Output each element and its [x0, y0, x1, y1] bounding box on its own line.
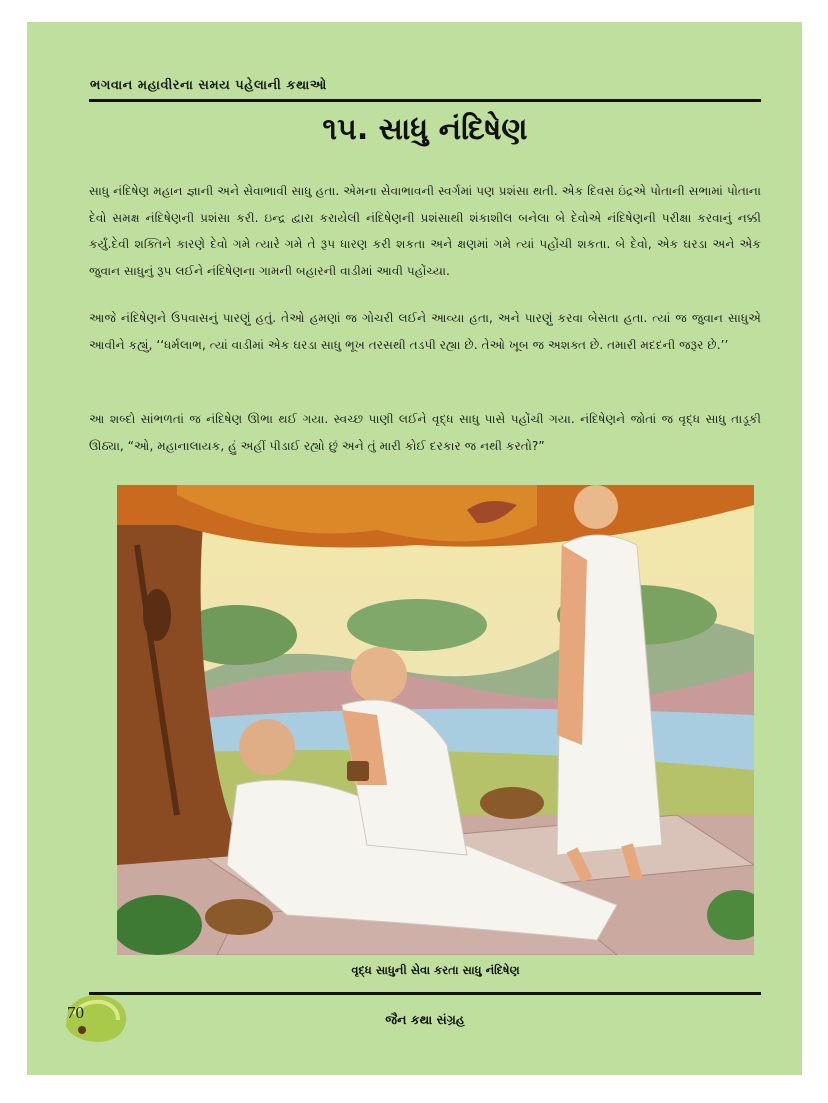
footer-rule	[89, 992, 761, 995]
illustration-caption: વૃદ્ધ સાધુની સેવા કરતા સાધુ નંદિષેણ	[351, 963, 520, 977]
book-title-footer: જૈન કથા સંગ્રહ	[385, 1012, 465, 1027]
header-rule	[89, 99, 761, 102]
paragraph-3: આ શબ્દો સાંભળતાં જ નંદિષેણ ઊભા થઈ ગયા. સ્વચ્છ પાણી લઈને વૃદ્ધ સાધુ પાસે પહોંચી ગયા. નંદિષેણને જોતાં જ વૃદ્ધ સાધુ તાડૂકી ઊઠ્યા, “ઓ, મહાનાલાયક, હું અહીં પીડાઈ રહ્યો છું અને તું મારી કોઈ દરકાર જ નથી કરતો?”	[89, 412, 761, 453]
chapter-title: ૧૫. સાધુ નંદિષેણ	[322, 112, 528, 147]
page-number: 70	[67, 1003, 84, 1022]
paragraph-2: આજે નંદિષેણને ઉપવાસનું પારણું હતું. તેઓ હમણાં જ ગોચરી લઈને આવ્યા હતા, અને પારણું કરવા બેસતા હતા. ત્યાં જ જુવાન સાધુએ આવીને કહ્યું, ‘‘ધર્મલાભ, ત્યાં વાડીમાં એક ઘરડા સાધુ ભૂખ તરસથી તડપી રહ્યા છે. તેઓ ખૂબ જ અશક્ત છે. તમારી મદદની જરૂર છે.’’	[89, 311, 761, 352]
paragraph-1: સાધુ નંદિષેણ મહાન જ્ઞાની અને સેવાભાવી સાધુ હતા. એમના સેવાભાવની સ્વર્ગમાં પણ પ્રશંસા થતી. એક દિવસ ઇંદ્રએ પોતાની સભામાં પોતાના દેવો સમક્ષ નંદિષેણની પ્રશંસા કરી. ઇન્દ્ર દ્વારા કરાયેલી નંદિષેણની પ્રશંસાથી શંકાશીલ બનેલા બે દેવોએ નંદિષેણની પરીક્ષા કરવાનું નક્કી કર્યું.દેવી શક્તિને કારણે દેવો ગમે ત્યારે ગમે તે રૂપ ધારણ કરી શકતા અને ક્ષણમાં ગમે ત્યાં પહોંચી શકતા. બે દેવો, એક ઘરડા અને એક જુવાન સાધુનું રૂપ લઈને નંદિષેણના ગામની બહારની વાડીમાં આવી પહોંચ્યા.	[89, 184, 761, 278]
illustration-painting	[117, 485, 754, 955]
running-header: ભગવાન મહાવીરના સમય પહેલાની કથાઓ	[90, 78, 327, 93]
